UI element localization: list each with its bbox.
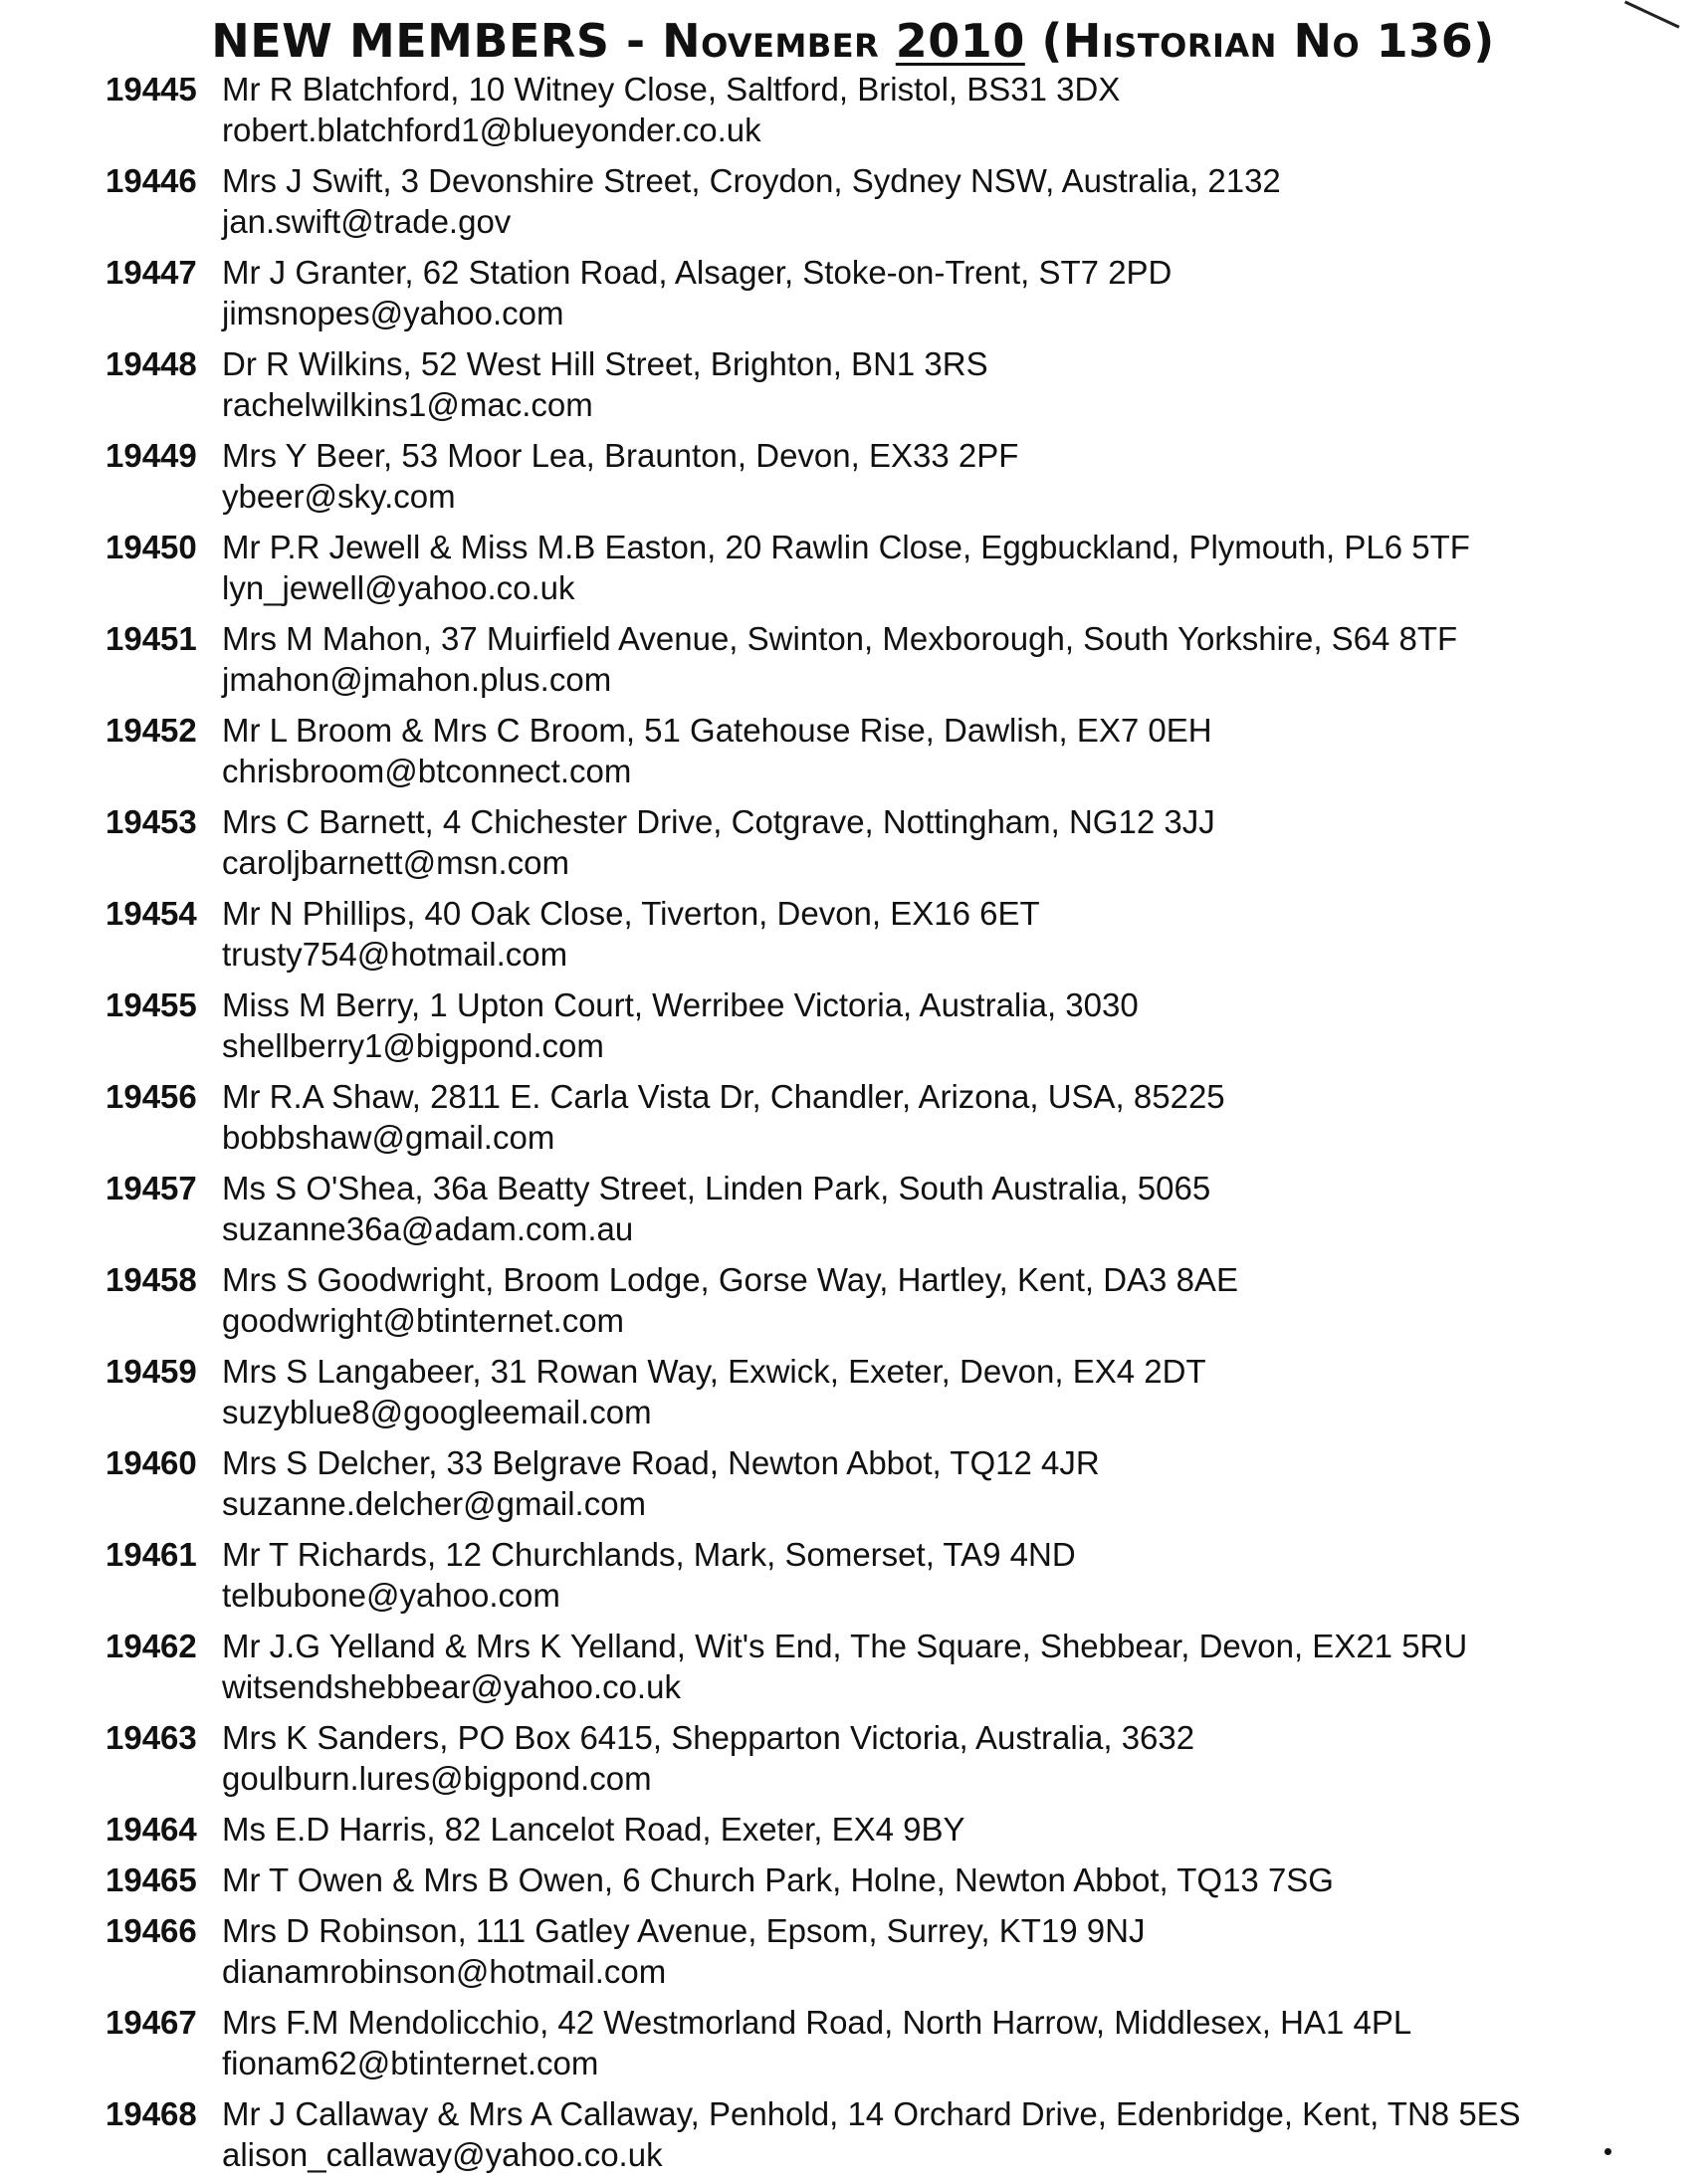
member-entry (0, 709, 1706, 800)
member-entry (0, 1625, 1706, 1716)
member-entry (0, 68, 1706, 159)
member-email: suzanne36a@adam.com.au (222, 1210, 634, 1247)
member-email: dianamrobinson@hotmail.com (222, 1953, 667, 1990)
member-entry (0, 2092, 1706, 2184)
member-number: 19446 (106, 162, 197, 199)
member-email: caroljbarnett@msn.com (222, 844, 569, 881)
member-email: witsendshebbear@yahoo.co.uk (222, 1668, 681, 1705)
member-address: Mr J.G Yelland & Mrs K Yelland, Wit's End, The Square, Shebbear, Devon, EX21 5RU (222, 1628, 1468, 1664)
member-entry (0, 1808, 1706, 1858)
member-number: 19465 (106, 1861, 197, 1898)
member-number: 19464 (106, 1811, 197, 1848)
member-number: 19466 (106, 1912, 197, 1949)
member-address: Mrs J Swift, 3 Devonshire Street, Croydon, Sydney NSW, Australia, 2132 (222, 162, 1281, 199)
member-email: bobbshaw@gmail.com (222, 1119, 555, 1156)
member-address: Mrs Y Beer, 53 Moor Lea, Braunton, Devon, EX33 2PF (222, 437, 1019, 474)
scan-speck (1604, 2148, 1611, 2155)
member-email: shellberry1@bigpond.com (222, 1027, 604, 1064)
member-email: goodwright@btinternet.com (222, 1302, 625, 1339)
member-address: Miss M Berry, 1 Upton Court, Werribee Victoria, Australia, 3030 (222, 986, 1139, 1023)
member-number: 19452 (106, 712, 197, 749)
member-address: Mr J Granter, 62 Station Road, Alsager, Stoke-on-Trent, ST7 2PD (222, 254, 1173, 291)
page-title (0, 14, 1706, 68)
member-entry (0, 1167, 1706, 1258)
member-entry (0, 983, 1706, 1075)
member-number: 19447 (106, 254, 197, 291)
member-number: 19468 (106, 2095, 197, 2132)
member-entry (0, 434, 1706, 526)
member-number: 19451 (106, 620, 197, 657)
member-entry (0, 1533, 1706, 1625)
member-entry (0, 1909, 1706, 2001)
member-address: Mr P.R Jewell & Miss M.B Easton, 20 Rawlin Close, Eggbuckland, Plymouth, PL6 5TF (222, 529, 1470, 565)
member-entry (0, 892, 1706, 983)
member-email: jan.swift@trade.gov (222, 203, 512, 240)
member-entry (0, 1350, 1706, 1441)
member-entry (0, 1441, 1706, 1533)
member-number: 19450 (106, 529, 197, 565)
member-email: fionam62@btinternet.com (222, 2045, 599, 2081)
member-number: 19455 (106, 986, 197, 1023)
title-month: November (662, 14, 880, 68)
member-entry (0, 251, 1706, 342)
member-email: suzanne.delcher@gmail.com (222, 1485, 647, 1522)
member-address: Mr R.A Shaw, 2811 E. Carla Vista Dr, Chandler, Arizona, USA, 85225 (222, 1078, 1225, 1115)
member-address: Ms S O'Shea, 36a Beatty Street, Linden Park, South Australia, 5065 (222, 1170, 1211, 1206)
member-address: Mr T Richards, 12 Churchlands, Mark, Somerset, TA9 4ND (222, 1536, 1076, 1573)
member-email: jmahon@jmahon.plus.com (222, 661, 612, 698)
member-entry (0, 1858, 1706, 1909)
member-email: ybeer@sky.com (222, 478, 456, 515)
member-address: Dr R Wilkins, 52 West Hill Street, Brighton, BN1 3RS (222, 345, 988, 382)
member-entry (0, 800, 1706, 892)
member-entry (0, 342, 1706, 434)
member-address: Mrs C Barnett, 4 Chichester Drive, Cotgrave, Nottingham, NG12 3JJ (222, 803, 1215, 840)
member-email: jimsnopes@yahoo.com (222, 295, 564, 331)
member-number: 19459 (106, 1353, 197, 1390)
member-email: chrisbroom@btconnect.com (222, 753, 632, 789)
member-number: 19463 (106, 1719, 197, 1756)
member-email: rachelwilkins1@mac.com (222, 386, 593, 423)
member-address: Mrs D Robinson, 111 Gatley Avenue, Epsom, Surrey, KT19 9NJ (222, 1912, 1146, 1949)
title-suffix: (Historian No 136) (1041, 14, 1495, 68)
member-entry (0, 526, 1706, 617)
member-address: Mr N Phillips, 40 Oak Close, Tiverton, Devon, EX16 6ET (222, 895, 1040, 932)
member-address: Mrs S Langabeer, 31 Rowan Way, Exwick, Exeter, Devon, EX4 2DT (222, 1353, 1206, 1390)
member-email: robert.blatchford1@blueyonder.co.uk (222, 111, 761, 148)
member-email: lyn_jewell@yahoo.co.uk (222, 569, 575, 606)
member-email: suzyblue8@googleemail.com (222, 1394, 652, 1430)
member-number: 19456 (106, 1078, 197, 1115)
member-address: Mrs S Delcher, 33 Belgrave Road, Newton Abbot, TQ12 4JR (222, 1444, 1100, 1481)
member-address: Mr L Broom & Mrs C Broom, 51 Gatehouse Rise, Dawlish, EX7 0EH (222, 712, 1212, 749)
member-number: 19467 (106, 2004, 197, 2041)
member-address: Mrs M Mahon, 37 Muirfield Avenue, Swinton, Mexborough, South Yorkshire, S64 8TF (222, 620, 1458, 657)
title-year: 2010 (895, 14, 1025, 68)
member-number: 19454 (106, 895, 197, 932)
title-prefix: NEW MEMBERS - (211, 14, 646, 68)
member-entry (0, 2001, 1706, 2092)
member-entry (0, 1258, 1706, 1350)
member-address: Mr T Owen & Mrs B Owen, 6 Church Park, Holne, Newton Abbot, TQ13 7SG (222, 1861, 1334, 1898)
member-number: 19458 (106, 1261, 197, 1298)
member-number: 19448 (106, 345, 197, 382)
member-entry (0, 1075, 1706, 1167)
member-number: 19461 (106, 1536, 197, 1573)
member-address: Ms E.D Harris, 82 Lancelot Road, Exeter, EX4 9BY (222, 1811, 965, 1848)
member-number: 19453 (106, 803, 197, 840)
member-entry (0, 159, 1706, 251)
member-entry (0, 1716, 1706, 1808)
member-number: 19445 (106, 71, 197, 108)
member-number: 19449 (106, 437, 197, 474)
member-number: 19462 (106, 1628, 197, 1664)
member-email: alison_callaway@yahoo.co.uk (222, 2136, 663, 2173)
member-email: trusty754@hotmail.com (222, 936, 568, 973)
member-address: Mrs K Sanders, PO Box 6415, Shepparton Victoria, Australia, 3632 (222, 1719, 1195, 1756)
member-email: telbubone@yahoo.com (222, 1577, 560, 1614)
member-address: Mrs F.M Mendolicchio, 42 Westmorland Road, North Harrow, Middlesex, HA1 4PL (222, 2004, 1412, 2041)
member-address: Mrs S Goodwright, Broom Lodge, Gorse Way, Hartley, Kent, DA3 8AE (222, 1261, 1238, 1298)
member-address: Mr J Callaway & Mrs A Callaway, Penhold, 14 Orchard Drive, Edenbridge, Kent, TN8 5ES (222, 2095, 1521, 2132)
member-number: 19460 (106, 1444, 197, 1481)
member-email: goulburn.lures@bigpond.com (222, 1760, 652, 1797)
member-list (0, 68, 1706, 2184)
member-number: 19457 (106, 1170, 197, 1206)
member-address: Mr R Blatchford, 10 Witney Close, Saltford, Bristol, BS31 3DX (222, 71, 1121, 108)
member-entry (0, 617, 1706, 709)
